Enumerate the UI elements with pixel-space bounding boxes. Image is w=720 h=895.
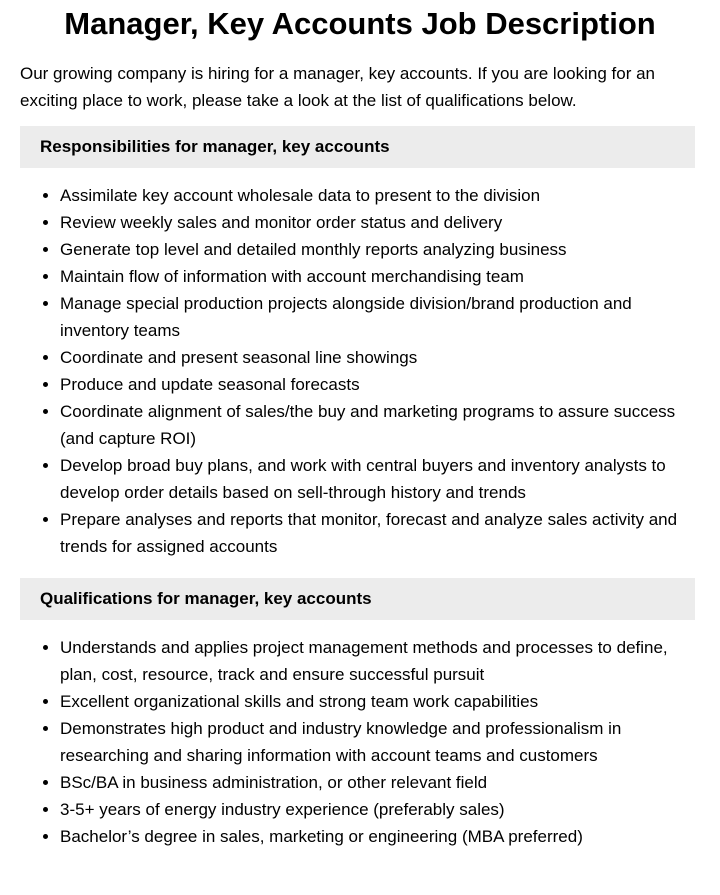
list-item: • Prepare analyses and reports that monitor, forecast and analyze sales activity and trends for assigned accounts <box>60 506 695 560</box>
responsibilities-list <box>20 182 695 560</box>
list-item: • Bachelor’s degree in sales, marketing or engineering (MBA preferred) <box>60 823 695 850</box>
list-item: • Coordinate and present seasonal line showings <box>60 344 695 371</box>
responsibilities-heading: Responsibilities for manager, key accounts <box>20 126 695 168</box>
list-item: • Assimilate key account wholesale data to present to the division <box>60 182 695 209</box>
list-item: • Produce and update seasonal forecasts <box>60 371 695 398</box>
list-item: • Develop broad buy plans, and work with central buyers and inventory analysts to develop order details based on sell-through history and trends <box>60 452 695 506</box>
list-item: • Understands and applies project management methods and processes to define, plan, cost, resource, track and ensure successful pursuit <box>60 634 695 688</box>
list-item: • Generate top level and detailed monthly reports analyzing business <box>60 236 695 263</box>
list-item: • BSc/BA in business administration, or other relevant field <box>60 769 695 796</box>
list-item: • Excellent organizational skills and strong team work capabilities <box>60 688 695 715</box>
intro-text: Our growing company is hiring for a manager, key accounts. If you are looking for an exciting place to work, please take a look at the list of qualifications below. <box>20 64 655 110</box>
qualifications-list <box>20 634 695 850</box>
list-item: • 3-5+ years of energy industry experience (preferably sales) <box>60 796 695 823</box>
list-item: • Demonstrates high product and industry knowledge and professionalism in researching and sharing information with account teams and customers <box>60 715 695 769</box>
qualifications-heading: Qualifications for manager, key accounts <box>20 578 695 620</box>
list-item: • Maintain flow of information with account merchandising team <box>60 263 695 290</box>
list-item: • Review weekly sales and monitor order status and delivery <box>60 209 695 236</box>
list-item: • Coordinate alignment of sales/the buy and marketing programs to assure success (and capture ROI) <box>60 398 695 452</box>
page-title: Manager, Key Accounts Job Description <box>64 6 656 41</box>
list-item: • Manage special production projects alongside division/brand production and inventory teams <box>60 290 695 344</box>
